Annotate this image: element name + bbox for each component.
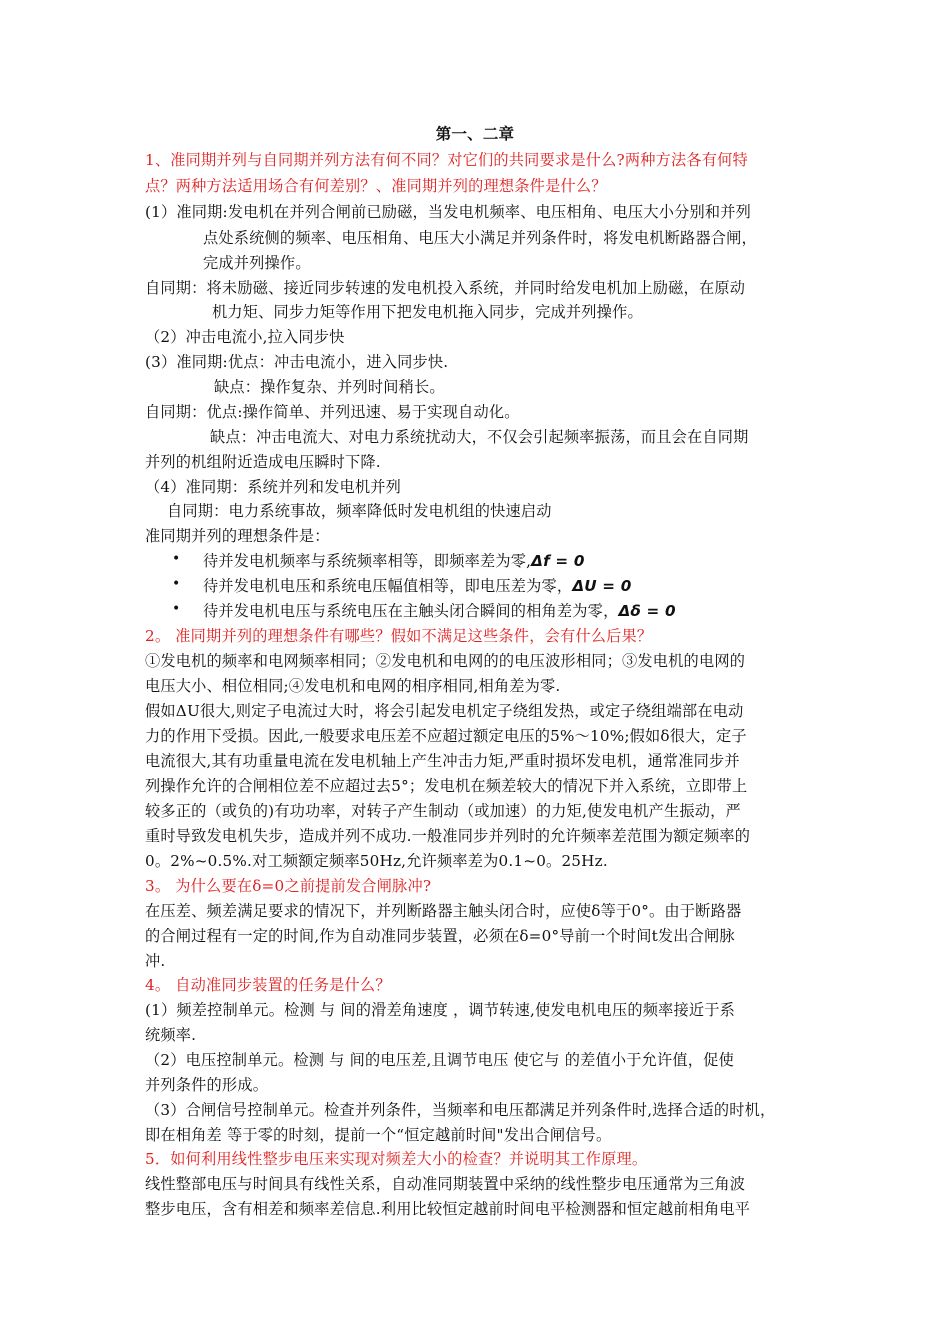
text-line: 在压差、频差满足要求的情况下，并列断路器主触头闭合时，应使δ等于0°。由于断路器 [145,902,742,920]
text-line: ①发电机的频率和电网频率相同；②发电机和电网的的电压波形相同；③发电机的电网的 [145,652,746,670]
text-line: 缺点：操作复杂、并列时间稍长。 [214,378,445,396]
text-line: 机力矩、同步力矩等作用下把发电机拖入同步，完成并列操作。 [212,303,643,321]
text-line: (1）频差控制单元。检测 与 间的滑差角速度 ，调节转速,使发电机电压的频率接近于系 [145,1001,736,1019]
text-line: 线性整部电压与时间具有线性关系，自动准同期装置中采纳的线性整步电压通常为三角波 [145,1175,746,1193]
text-line: (3）准同期:优点：冲击电流小，进入同步快. [145,353,449,371]
bullet-icon: • [172,576,181,592]
bullet-item [203,551,585,571]
bullet-item [203,601,676,621]
q5-heading: 5．如何利用线性整步电压来实现对频差大小的检查？并说明其工作原理。 [145,1150,648,1168]
text-line: 较多正的（或负的)有功功率，对转子产生制动（或加速）的力矩,使发电机产生振动，严 [145,802,741,820]
text-line: 完成并列操作。 [203,254,311,272]
text-line: 自同期：将未励磁、接近同步转速的发电机投入系统，并同时给发电机加上励磁，在原动 [145,279,746,297]
text-line: （4）准同期：系统并列和发电机并列 [145,478,402,496]
q3-heading: 3。 为什么要在δ=0之前提前发合闸脉冲? [145,877,432,895]
page-title: 第一、二章 [435,124,515,143]
text-line: 准同期并列的理想条件是： [145,527,330,545]
bullet-text: 待并发电机电压和系统电压幅值相等，即电压差为零， [203,577,573,595]
bullet-icon: • [172,551,181,567]
formula-delta-f: Δf = 0 [531,552,585,570]
bullet-icon: • [172,601,181,617]
bullet-item [203,576,631,596]
text-line: 缺点：冲击电流大、对电力系统扰动大，不仅会引起频率振荡，而且会在自同期 [210,428,749,446]
bullet-text: 待并发电机频率与系统频率相等，即频率差为零, [203,552,532,570]
text-line: 电流很大,其有功重量电流在发电机轴上产生冲击力矩,严重时损坏发电机，通常准同步并 [145,752,740,770]
text-line: 并列条件的形成。 [145,1076,269,1094]
text-line: 并列的机组附近造成电压瞬时下降. [145,453,381,471]
text-line: 0。2%~0.5%.对工频额定频率50Hz,允许频率差为0.1~0。25Hz. [145,852,608,870]
text-line: 统频率. [145,1026,197,1044]
q4-heading: 4。 自动准同步装置的任务是什么？ [145,976,391,994]
text-line: 力的作用下受损。因此,一般要求电压差不应超过额定电压的5%～10%;假如δ很大，定子 [145,727,747,745]
text-line: 电压大小、相位相同;④发电机和电网的相序相同,相角差为零. [145,677,561,695]
q2-heading: 2。 准同期并列的理想条件有哪些？假如不满足这些条件，会有什么后果？ [145,627,653,645]
text-line: 冲. [145,952,166,970]
text-line: 点处系统侧的频率、电压相角、电压大小满足并列条件时，将发电机断路器合闸， [203,229,757,247]
q1-line-2: 点？两种方法适用场合有何差别？、准同期并列的理想条件是什么？ [145,177,607,195]
text-line: 的合闸过程有一定的时间,作为自动准同步装置，必须在δ=0°导前一个时间t发出合闸脉 [145,927,735,945]
text-line: 假如ΔU很大,则定子电流过大时，将会引起发电机定子绕组发热，或定子绕组端部在电动 [145,702,744,720]
text-line: （2）电压控制单元。检测 与 间的电压差,且调节电压 使它与 的差值小于允许值，促使 [145,1051,734,1069]
q1-line-1: 1、准同期并列与自同期并列方法有何不同？对它们的共同要求是什么?两种方法各有何特 [145,151,748,169]
text-line: 自同期：优点:操作简单、并列迅速、易于实现自动化。 [145,403,520,421]
bullet-text: 待并发电机电压与系统电压在主触头闭合瞬间的相角差为零， [203,602,619,620]
text-line: 列操作允许的合闸相位差不应超过去5°；发电机在频差较大的情况下并入系统，立即带上 [145,777,748,795]
text-line: 重时导致发电机失步，造成并列不成功.一般准同步并列时的允许频率差范围为额定频率的 [145,827,751,845]
text-line: （3）合闸信号控制单元。检查并列条件，当频率和电压都满足并列条件时,选择合适的时机， [145,1101,776,1119]
text-line: (1）准同期:发电机在并列合闸前已励磁，当发电机频率、电压相角、电压大小分别和并列 [145,203,752,221]
text-line: （2）冲击电流小,拉入同步快 [145,328,345,346]
text-line: 整步电压，含有相差和频率差信息.利用比较恒定越前时间电平检测器和恒定越前相角电平 [145,1200,751,1218]
formula-delta-delta: Δδ = 0 [618,602,676,620]
text-line: 即在相角差 等于零的时刻，提前一个“恒定越前时间"发出合闸信号。 [145,1126,612,1144]
formula-delta-u: ΔU = 0 [572,577,632,595]
text-line: 自同期：电力系统事故，频率降低时发电机组的快速启动 [167,502,552,520]
